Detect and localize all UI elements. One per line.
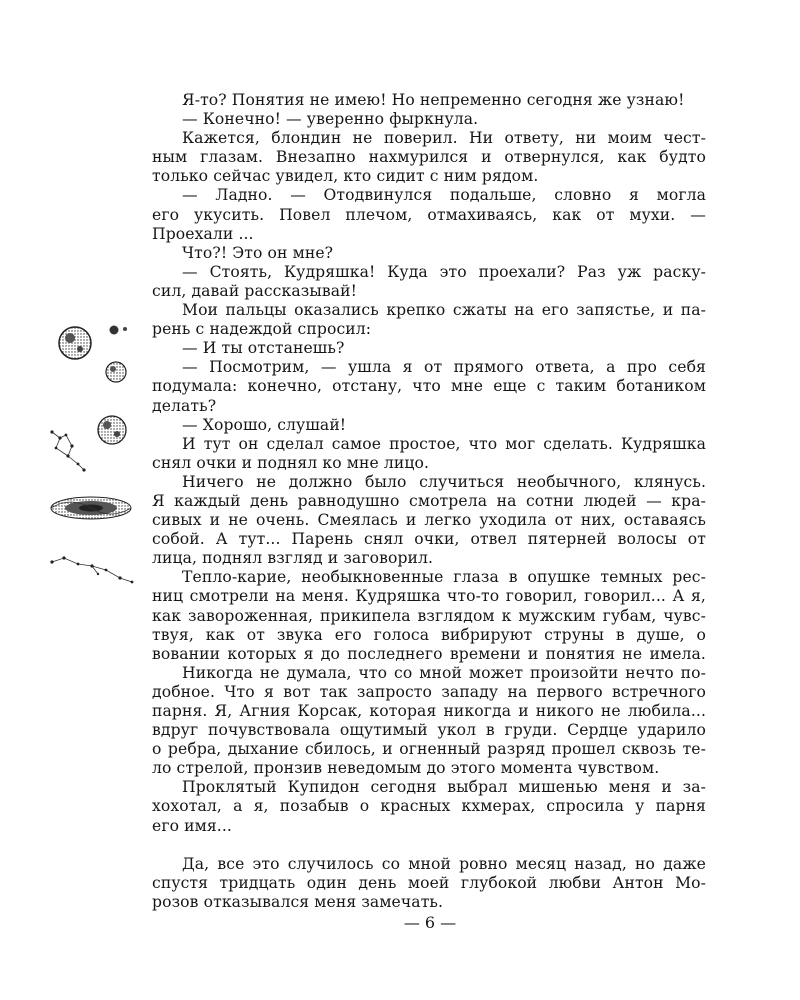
- text-line: его имя...: [152, 816, 232, 835]
- text-line: ным глазам. Внезапно нахмурился и отвернулся, как будто: [152, 148, 706, 167]
- text-line: сил, давай рассказывай!: [152, 281, 358, 300]
- text-line: И тут он сделал самое простое, что мог сделать. Кудряшка: [182, 434, 706, 453]
- text-line: ло стрелой, пронзив неведомым до этого момента чувством.: [152, 759, 660, 778]
- text-line: его укусить. Повел плечом, отмахиваясь, как от мухи. —: [152, 205, 706, 224]
- text-line: только сейчас увидел, кто сидит с ним рядом.: [152, 167, 539, 186]
- text-line: Я-то? Понятия не имею! Но непременно сегодня же узнаю!: [182, 91, 685, 109]
- text-line: — Хорошо, слушай!: [182, 415, 347, 434]
- text-line: подумала: конечно, отстану, что мне еще с таким ботаником: [152, 377, 706, 396]
- blank-line: [152, 836, 706, 855]
- text-line: собой. А тут... Парень снял очки, отвел пятерней волосы от: [152, 530, 706, 549]
- moon-icon: [92, 410, 132, 450]
- text-line: Мои пальцы оказались крепко сжаты на его запястье, и па-: [182, 301, 706, 320]
- text-line: как завороженная, прикипела взглядом к мужским губам, чувс-: [152, 606, 706, 625]
- text-line: розов отказывался меня замечать.: [152, 892, 444, 911]
- text-line: снял очки и поднял ко мне лицо.: [152, 453, 430, 472]
- text-line: Ничего не должно было случиться необычного, клянусь.: [182, 472, 706, 491]
- text-line: Проклятый Купидон сегодня выбрал мишенью меня и за-: [182, 778, 706, 797]
- text-line: делать?: [152, 396, 217, 415]
- text-line: спустя тридцать один день моей глубокой любви Антон Мо-: [152, 873, 706, 892]
- body-text: [152, 91, 706, 912]
- text-line: — Посмотрим, — ушла я от прямого ответа, а про себя: [182, 358, 706, 377]
- text-line: рень с надеждой спросил:: [152, 320, 372, 339]
- text-line: — Стоять, Кудряшка! Куда это проехали? Раз уж раску-: [182, 262, 706, 281]
- text-line: Что?! Это он мне?: [182, 243, 334, 262]
- text-line: Тепло-карие, необыкновенные глаза в опушке темных рес-: [182, 568, 706, 587]
- planets-icon: [50, 318, 140, 388]
- text-line: хохотал, а я, позабыв о красных кхмерах, спросила у парня: [152, 797, 706, 816]
- constellation-icon: [48, 426, 93, 476]
- text-line: — Ладно. — Отодвинулся подальше, словно я могла: [182, 186, 706, 205]
- text-line: сивых и не очень. Смеялась и легко уходила от них, оставаясь: [152, 511, 706, 530]
- text-line: ниц смотрели на меня. Кудряшка что-то говорил, говорил... А я,: [152, 587, 706, 606]
- page-number: — 6 —: [403, 913, 457, 932]
- text-line: Да, все это случилось со мной ровно месяц назад, но даже: [182, 854, 706, 873]
- text-line: — Конечно! — уверенно фыркнула.: [182, 110, 479, 129]
- text-line: вдруг почувствовала ощутимый укол в груди. Сердце ударило: [152, 721, 706, 740]
- text-line: лица, поднял взгляд и заговорил.: [152, 549, 434, 568]
- text-line: добное. Что я вот так запросто западу на первого встречного: [152, 682, 706, 701]
- text-line: Я каждый день равнодушно смотрела на сотни людей — кра-: [152, 491, 706, 510]
- text-line: Проехали ...: [152, 224, 254, 243]
- text-line: вовании которых я до последнего времени и понятия не имела.: [152, 644, 706, 663]
- constellation-icon: [48, 548, 138, 588]
- text-line: Никогда не думала, что со мной может произойти нечто по-: [182, 663, 706, 682]
- text-line: парня. Я, Агния Корсак, которая никогда и никого не любила...: [152, 702, 706, 720]
- text-line: Кажется, блондин не поверил. Ни ответу, ни моим чест-: [182, 129, 706, 148]
- text-line: о ребра, дыхание сбилось, и огненный разряд прошел сквозь те-: [152, 740, 706, 759]
- text-line: твуя, как от звука его голоса вибрируют струны в душе, о: [152, 625, 706, 644]
- text-line: — И ты отстанешь?: [182, 339, 345, 358]
- galaxy-icon: [46, 490, 136, 526]
